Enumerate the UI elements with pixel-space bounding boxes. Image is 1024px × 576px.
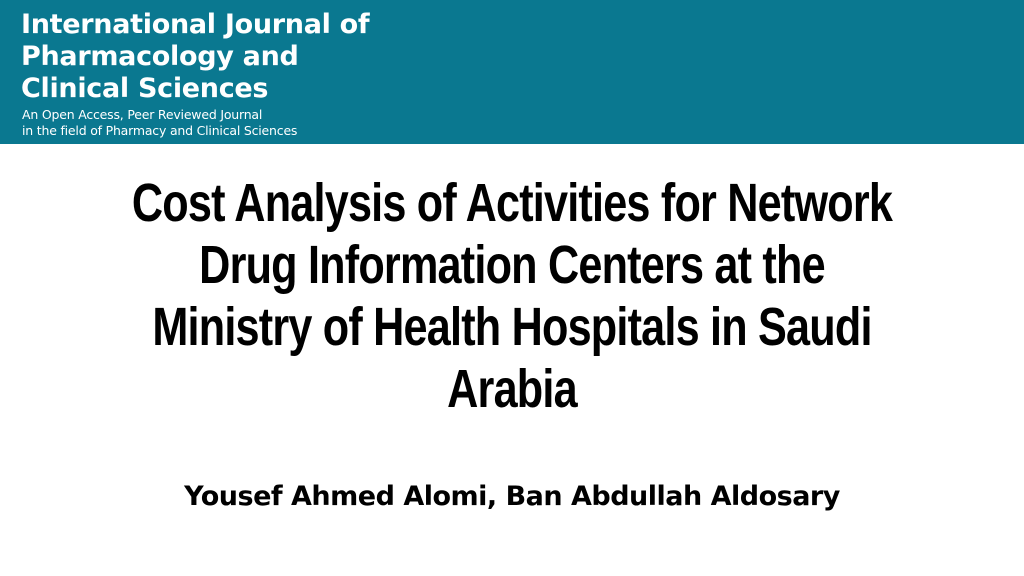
paper-title-line: Drug Information Centers at the	[199, 235, 825, 295]
journal-banner	[0, 0, 1024, 144]
journal-name-line: Clinical Sciences	[21, 73, 269, 104]
paper-title-line: Ministry of Health Hospitals in Saudi	[152, 297, 872, 357]
journal-name-line: International Journal of	[21, 9, 370, 40]
journal-tagline-line: An Open Access, Peer Reviewed Journal	[22, 107, 263, 122]
journal-name-line: Pharmacology and	[21, 41, 299, 72]
journal-tagline-line: in the field of Pharmacy and Clinical Sciences	[22, 123, 298, 138]
paper-title-line: Cost Analysis of Activities for Network	[131, 173, 893, 233]
paper-title	[102, 172, 921, 420]
journal-name	[21, 9, 369, 105]
paper-authors: Yousef Ahmed Alomi, Ban Abdullah Aldosary	[184, 481, 840, 512]
paper-title-line: Arabia	[447, 359, 577, 419]
journal-tagline	[22, 107, 297, 139]
